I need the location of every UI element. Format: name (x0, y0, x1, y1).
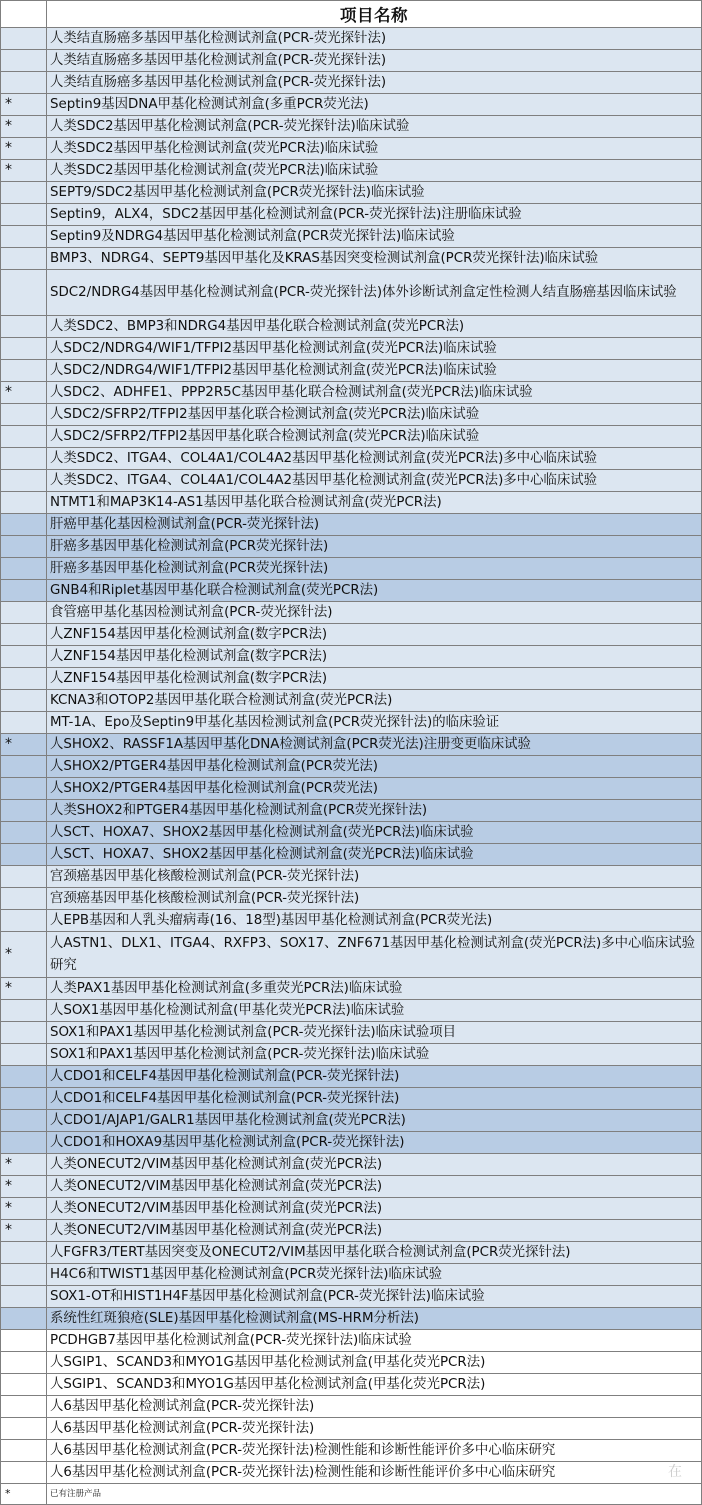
table-row (1, 1242, 702, 1264)
project-name-cell: 宫颈癌基因甲基化核酸检测试剂盒(PCR-荧光探针法) (47, 866, 702, 888)
registered-mark (1, 1066, 47, 1088)
project-name-cell: 人类ONECUT2/VIM基因甲基化检测试剂盒(荧光PCR法) (47, 1198, 702, 1220)
project-name-cell: MT-1A、Epo及Septin9甲基化基因检测试剂盒(PCR荧光探针法)的临床验证 (47, 712, 702, 734)
table-row (1, 1462, 702, 1484)
project-name-cell: SOX1-OT和HIST1H4F基因甲基化检测试剂盒(PCR-荧光探针法)临床试验 (47, 1286, 702, 1308)
project-name-cell: 宫颈癌基因甲基化核酸检测试剂盒(PCR-荧光探针法) (47, 888, 702, 910)
registered-mark (1, 270, 47, 316)
project-name-cell: SEPT9/SDC2基因甲基化检测试剂盒(PCR荧光探针法)临床试验 (47, 182, 702, 204)
table-row (1, 558, 702, 580)
table-row (1, 72, 702, 94)
registered-mark: * (1, 1220, 47, 1242)
project-name-cell: 食管癌甲基化基因检测试剂盒(PCR-荧光探针法) (47, 602, 702, 624)
table-row (1, 866, 702, 888)
registered-mark (1, 514, 47, 536)
table-row (1, 646, 702, 668)
table-row (1, 50, 702, 72)
project-name-cell: 人类ONECUT2/VIM基因甲基化检测试剂盒(荧光PCR法) (47, 1176, 702, 1198)
registered-mark: * (1, 1176, 47, 1198)
registered-mark: * (1, 382, 47, 404)
registered-mark (1, 1000, 47, 1022)
registered-mark (1, 1418, 47, 1440)
table-row (1, 1330, 702, 1352)
registered-mark (1, 426, 47, 448)
project-name-cell: 人SHOX2/PTGER4基因甲基化检测试剂盒(PCR荧光法) (47, 778, 702, 800)
project-name-cell: 肝癌甲基化基因检测试剂盒(PCR-荧光探针法) (47, 514, 702, 536)
table-row (1, 1088, 702, 1110)
project-name-cell: 人SGIP1、SCAND3和MYO1G基因甲基化检测试剂盒(甲基化荧光PCR法) (47, 1374, 702, 1396)
project-name-cell: 人6基因甲基化检测试剂盒(PCR-荧光探针法)检测性能和诊断性能评价多中心临床研究 (47, 1440, 702, 1462)
table-row (1, 1110, 702, 1132)
project-name-cell: GNB4和Riplet基因甲基化联合检测试剂盒(荧光PCR法) (47, 580, 702, 602)
project-name-cell: 人CDO1和CELF4基因甲基化检测试剂盒(PCR-荧光探针法) (47, 1088, 702, 1110)
table-row (1, 1352, 702, 1374)
table-row (1, 1264, 702, 1286)
registered-mark (1, 360, 47, 382)
table-row (1, 1132, 702, 1154)
table-row (1, 448, 702, 470)
registered-mark (1, 1044, 47, 1066)
project-name-cell: 人SHOX2/PTGER4基因甲基化检测试剂盒(PCR荧光法) (47, 756, 702, 778)
footer-mark: * (1, 1484, 47, 1505)
registered-mark (1, 712, 47, 734)
registered-mark (1, 492, 47, 514)
project-name-cell: 人SHOX2、RASSF1A基因甲基化DNA检测试剂盒(PCR荧光法)注册变更临床试验 (47, 734, 702, 756)
project-name-cell: 人类SDC2、BMP3和NDRG4基因甲基化联合检测试剂盒(荧光PCR法) (47, 316, 702, 338)
registered-mark (1, 1374, 47, 1396)
registered-mark (1, 690, 47, 712)
table-row (1, 978, 702, 1000)
registered-mark: * (1, 978, 47, 1000)
project-name-cell: 人6基因甲基化检测试剂盒(PCR-荧光探针法)检测性能和诊断性能评价多中心临床研究 (47, 1462, 702, 1484)
project-name-cell: 人SDC2/NDRG4/WIF1/TFPI2基因甲基化检测试剂盒(荧光PCR法)临床试验 (47, 360, 702, 382)
project-name-cell: Septin9及NDRG4基因甲基化检测试剂盒(PCR荧光探针法)临床试验 (47, 226, 702, 248)
registered-mark (1, 1352, 47, 1374)
table-row (1, 844, 702, 866)
registered-mark (1, 1022, 47, 1044)
registered-mark (1, 248, 47, 270)
project-name-header: 项目名称 (47, 1, 702, 28)
registered-mark (1, 1264, 47, 1286)
registered-mark (1, 910, 47, 932)
project-name-cell: 人类ONECUT2/VIM基因甲基化检测试剂盒(荧光PCR法) (47, 1154, 702, 1176)
project-name-cell: 人ZNF154基因甲基化检测试剂盒(数字PCR法) (47, 668, 702, 690)
project-name-cell: 人CDO1和HOXA9基因甲基化检测试剂盒(PCR-荧光探针法) (47, 1132, 702, 1154)
footer-row (1, 1484, 702, 1505)
table-row (1, 470, 702, 492)
table-row (1, 1176, 702, 1198)
registered-mark (1, 1242, 47, 1264)
table-row (1, 1044, 702, 1066)
project-name-cell: 人SOX1基因甲基化检测试剂盒(甲基化荧光PCR法)临床试验 (47, 1000, 702, 1022)
project-name-cell: 人FGFR3/TERT基因突变及ONECUT2/VIM基因甲基化联合检测试剂盒(PCR荧光探针法) (47, 1242, 702, 1264)
table-row (1, 226, 702, 248)
registered-mark (1, 888, 47, 910)
registered-mark (1, 558, 47, 580)
table-row (1, 1000, 702, 1022)
table-row (1, 888, 702, 910)
registered-mark (1, 646, 47, 668)
table-row (1, 1198, 702, 1220)
table-row (1, 580, 702, 602)
table-row (1, 1154, 702, 1176)
project-name-cell: 人CDO1/AJAP1/GALR1基因甲基化检测试剂盒(荧光PCR法) (47, 1110, 702, 1132)
registered-mark (1, 204, 47, 226)
project-name-cell: H4C6和TWIST1基因甲基化检测试剂盒(PCR荧光探针法)临床试验 (47, 1264, 702, 1286)
project-name-cell: 人类结直肠癌多基因甲基化检测试剂盒(PCR-荧光探针法) (47, 50, 702, 72)
registered-mark: * (1, 138, 47, 160)
table-row (1, 1308, 702, 1330)
registered-mark (1, 338, 47, 360)
registered-mark (1, 1330, 47, 1352)
registered-mark (1, 470, 47, 492)
registered-mark (1, 226, 47, 248)
project-name-cell: 人SCT、HOXA7、SHOX2基因甲基化检测试剂盒(荧光PCR法)临床试验 (47, 844, 702, 866)
registered-mark (1, 580, 47, 602)
project-name-cell: SOX1和PAX1基因甲基化检测试剂盒(PCR-荧光探针法)临床试验 (47, 1044, 702, 1066)
project-name-cell: 人类ONECUT2/VIM基因甲基化检测试剂盒(荧光PCR法) (47, 1220, 702, 1242)
project-name-cell: 肝癌多基因甲基化检测试剂盒(PCR荧光探针法) (47, 536, 702, 558)
project-name-cell: SOX1和PAX1基因甲基化检测试剂盒(PCR-荧光探针法)临床试验项目 (47, 1022, 702, 1044)
table-row (1, 624, 702, 646)
project-name-cell: NTMT1和MAP3K14-AS1基因甲基化联合检测试剂盒(荧光PCR法) (47, 492, 702, 514)
project-name-cell: 人SCT、HOXA7、SHOX2基因甲基化检测试剂盒(荧光PCR法)临床试验 (47, 822, 702, 844)
project-name-cell: 人类SDC2基因甲基化检测试剂盒(PCR-荧光探针法)临床试验 (47, 116, 702, 138)
project-name-cell: PCDHGB7基因甲基化检测试剂盒(PCR-荧光探针法)临床试验 (47, 1330, 702, 1352)
table-row (1, 182, 702, 204)
table-header-row (1, 1, 702, 28)
table-row (1, 1066, 702, 1088)
registered-mark (1, 844, 47, 866)
project-name-cell: 人类SDC2基因甲基化检测试剂盒(荧光PCR法)临床试验 (47, 160, 702, 182)
watermark: 在 (668, 1464, 682, 1480)
table-row (1, 360, 702, 382)
table-row (1, 756, 702, 778)
table-row (1, 338, 702, 360)
registered-mark (1, 866, 47, 888)
project-name-cell: 人类SHOX2和PTGER4基因甲基化检测试剂盒(PCR荧光探针法) (47, 800, 702, 822)
project-name-cell: 人SDC2、ADHFE1、PPP2R5C基因甲基化联合检测试剂盒(荧光PCR法)临床试验 (47, 382, 702, 404)
project-name-cell: 人CDO1和CELF4基因甲基化检测试剂盒(PCR-荧光探针法) (47, 1066, 702, 1088)
project-name-cell: 肝癌多基因甲基化检测试剂盒(PCR荧光探针法) (47, 558, 702, 580)
table-row (1, 1286, 702, 1308)
project-name-cell: 人ASTN1、DLX1、ITGA4、RXFP3、SOX17、ZNF671基因甲基化检测试剂盒(荧光PCR法)多中心临床试验研究 (47, 932, 702, 978)
registered-mark (1, 602, 47, 624)
table-body (1, 28, 702, 1484)
registered-mark (1, 778, 47, 800)
registered-mark (1, 668, 47, 690)
project-name-cell: 人类结直肠癌多基因甲基化检测试剂盒(PCR-荧光探针法) (47, 72, 702, 94)
project-name-cell: 人SGIP1、SCAND3和MYO1G基因甲基化检测试剂盒(甲基化荧光PCR法) (47, 1352, 702, 1374)
registered-mark (1, 800, 47, 822)
registered-mark (1, 448, 47, 470)
project-name-cell: 人类SDC2、ITGA4、COL4A1/COL4A2基因甲基化检测试剂盒(荧光PCR法)多中心临床试验 (47, 470, 702, 492)
table-row (1, 536, 702, 558)
table-row (1, 404, 702, 426)
registered-mark (1, 1308, 47, 1330)
project-name-cell: Septin9基因DNA甲基化检测试剂盒(多重PCR荧光法) (47, 94, 702, 116)
registered-mark (1, 1088, 47, 1110)
project-name-cell: Septin9，ALX4，SDC2基因甲基化检测试剂盒(PCR-荧光探针法)注册临床试验 (47, 204, 702, 226)
table-row (1, 800, 702, 822)
project-name-cell: 人SDC2/SFRP2/TFPI2基因甲基化联合检测试剂盒(荧光PCR法)临床试验 (47, 426, 702, 448)
table-row (1, 270, 702, 316)
table-row (1, 204, 702, 226)
table-row (1, 932, 702, 978)
registered-mark: * (1, 734, 47, 756)
registered-mark (1, 1132, 47, 1154)
registered-mark: * (1, 160, 47, 182)
table-row (1, 28, 702, 50)
table-row (1, 1418, 702, 1440)
registered-mark (1, 316, 47, 338)
registered-mark: * (1, 932, 47, 978)
registered-mark (1, 624, 47, 646)
table-row (1, 778, 702, 800)
table-row (1, 248, 702, 270)
table-row (1, 94, 702, 116)
registered-mark (1, 182, 47, 204)
project-name-cell: 人类SDC2基因甲基化检测试剂盒(荧光PCR法)临床试验 (47, 138, 702, 160)
project-name-cell: KCNA3和OTOP2基因甲基化联合检测试剂盒(荧光PCR法) (47, 690, 702, 712)
table-row (1, 138, 702, 160)
registered-mark (1, 50, 47, 72)
project-name-cell: SDC2/NDRG4基因甲基化检测试剂盒(PCR-荧光探针法)体外诊断试剂盒定性检测人结直肠癌基因临床试验 (47, 270, 702, 316)
registered-mark (1, 1286, 47, 1308)
table-row (1, 160, 702, 182)
project-name-cell: 人6基因甲基化检测试剂盒(PCR-荧光探针法) (47, 1396, 702, 1418)
table-row (1, 382, 702, 404)
registered-mark (1, 28, 47, 50)
project-name-cell: 人类结直肠癌多基因甲基化检测试剂盒(PCR-荧光探针法) (47, 28, 702, 50)
footer-note: 已有注册产品 (47, 1484, 702, 1505)
registered-mark: * (1, 1198, 47, 1220)
registered-mark: * (1, 1154, 47, 1176)
table-row (1, 1022, 702, 1044)
registered-mark (1, 756, 47, 778)
table-row (1, 492, 702, 514)
registered-mark (1, 822, 47, 844)
table-row (1, 910, 702, 932)
table-row (1, 690, 702, 712)
table-row (1, 1396, 702, 1418)
registered-mark (1, 1396, 47, 1418)
project-name-cell: 人SDC2/SFRP2/TFPI2基因甲基化联合检测试剂盒(荧光PCR法)临床试验 (47, 404, 702, 426)
table-row (1, 116, 702, 138)
table-row (1, 734, 702, 756)
table-row (1, 514, 702, 536)
registered-mark (1, 536, 47, 558)
registered-mark: * (1, 116, 47, 138)
registered-mark (1, 1440, 47, 1462)
project-name-cell: 人EPB基因和人乳头瘤病毒(16、18型)基因甲基化检测试剂盒(PCR荧光法) (47, 910, 702, 932)
project-name-cell: 人6基因甲基化检测试剂盒(PCR-荧光探针法) (47, 1418, 702, 1440)
project-name-cell: 系统性红斑狼疮(SLE)基因甲基化检测试剂盒(MS-HRM分析法) (47, 1308, 702, 1330)
project-name-cell: 人SDC2/NDRG4/WIF1/TFPI2基因甲基化检测试剂盒(荧光PCR法)临床试验 (47, 338, 702, 360)
project-name-cell: 人ZNF154基因甲基化检测试剂盒(数字PCR法) (47, 624, 702, 646)
project-name-cell: 人类SDC2、ITGA4、COL4A1/COL4A2基因甲基化检测试剂盒(荧光PCR法)多中心临床试验 (47, 448, 702, 470)
registered-mark: * (1, 94, 47, 116)
registered-mark (1, 72, 47, 94)
table-row (1, 1440, 702, 1462)
table-row (1, 712, 702, 734)
project-name-cell: BMP3、NDRG4、SEPT9基因甲基化及KRAS基因突变检测试剂盒(PCR荧光探针法)临床试验 (47, 248, 702, 270)
table-row (1, 602, 702, 624)
table-row (1, 822, 702, 844)
mark-column-header (1, 1, 47, 28)
project-name-cell: 人ZNF154基因甲基化检测试剂盒(数字PCR法) (47, 646, 702, 668)
registered-mark (1, 1462, 47, 1484)
project-name-cell: 人类PAX1基因甲基化检测试剂盒(多重荧光PCR法)临床试验 (47, 978, 702, 1000)
table-row (1, 668, 702, 690)
registered-mark (1, 1110, 47, 1132)
table-row (1, 1220, 702, 1242)
table-row (1, 316, 702, 338)
registered-mark (1, 404, 47, 426)
table-row (1, 1374, 702, 1396)
table-row (1, 426, 702, 448)
